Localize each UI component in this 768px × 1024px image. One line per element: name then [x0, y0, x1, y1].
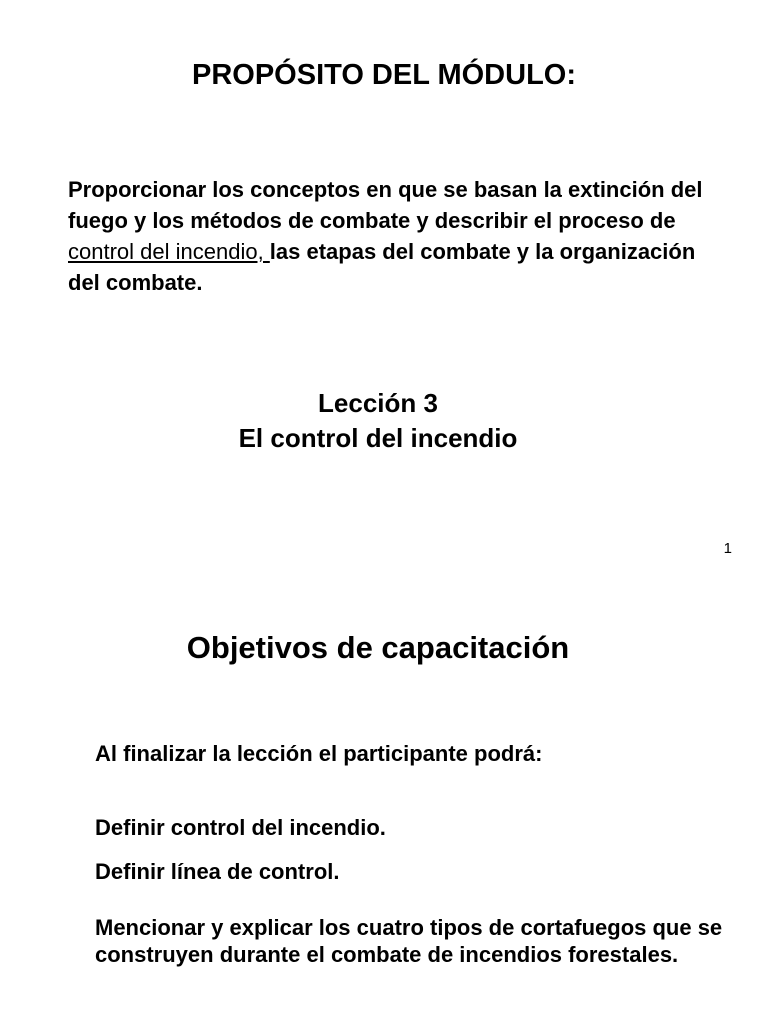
objective-item: Definir línea de control.	[95, 859, 340, 884]
page-number: 1	[723, 540, 732, 557]
lesson-name: El control del incendio	[238, 423, 518, 453]
purpose-text-before: Proporcionar los conceptos en que se basan la extinción del fuego y los métodos de combate y describir el proceso de	[68, 177, 703, 233]
lesson-number: Lección 3	[318, 388, 438, 418]
purpose-underlined-text: control del incendio,	[68, 239, 270, 264]
purpose-text-after: las etapas del combate y la organización del combate.	[68, 239, 696, 295]
objectives-intro: Al finalizar la lección el participante podrá:	[95, 741, 543, 766]
module-title: PROPÓSITO DEL MÓDULO:	[191, 59, 576, 91]
objectives-title: Objetivos de capacitación	[186, 630, 570, 665]
lesson-heading	[0, 386, 756, 456]
module-purpose-paragraph	[68, 174, 728, 298]
objective-item: Mencionar y explicar los cuatro tipos de cortafuegos que se construyen durante el combate de incendios forestales.	[95, 915, 723, 967]
objective-item: Definir control del incendio.	[95, 815, 386, 840]
